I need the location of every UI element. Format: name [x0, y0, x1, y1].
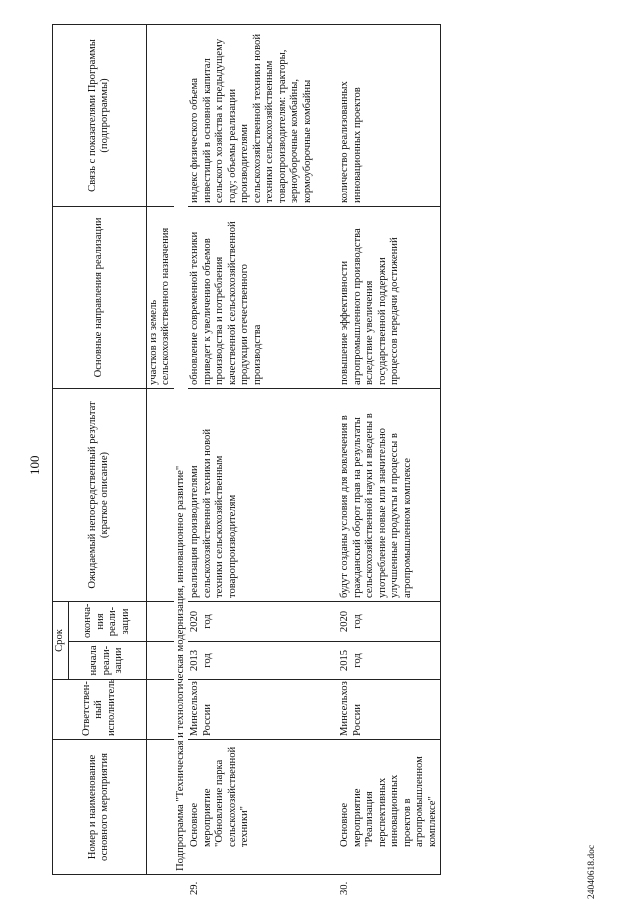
measures-table [52, 24, 441, 895]
header-indicators: Связь с показателями Программы (подпрограммы) [53, 25, 147, 207]
row-executor: Минсельхоз России [188, 680, 338, 740]
row-start: 2013 год [188, 642, 338, 680]
row-result: реализация производителями сельскохозяйственной техники новой техники сельскохозяйственным товаропроизводителям [188, 389, 338, 602]
row-directions: обновление современной техники приведет к увеличению объемов производства и потребления качественной сельскохозяйственной продукции отечественного производства [188, 207, 338, 389]
row-indicators: количество реализованных инновационных проектов [338, 25, 441, 207]
subprogram-row [174, 25, 189, 875]
row-start: 2015 год [338, 642, 441, 680]
header-executor: Ответствен-ный исполнитель [53, 680, 147, 740]
header-start: начала реали-зации [68, 642, 146, 680]
row-number: 30. [339, 881, 350, 895]
table-row [188, 25, 338, 875]
row-directions: повышение эффективности агропромышленного производства вследствие увеличения государственной поддержки процессов передачи достижений [338, 207, 441, 389]
continuation-row [146, 25, 174, 875]
continuation-directions: участков из земель сельскохозяйственного назначения [146, 207, 174, 389]
row-number: 29. [189, 881, 200, 895]
header-end: оконча-ния реали-зации [68, 602, 146, 642]
page-number: 100 [27, 455, 42, 475]
table-row [338, 25, 441, 875]
subprogram-title: Подпрограмма "Техническая и технологическая модернизация, инновационное развитие" [174, 25, 189, 875]
header-result: Ожидаемый непосредственный результат (краткое описание) [53, 389, 147, 602]
row-end: 2020 год [188, 602, 338, 642]
row-name: Основное мероприятие "Обновление парка сельскохозяйственной техники" [189, 746, 250, 847]
row-executor: Минсельхоз России [338, 680, 441, 740]
row-result: будут созданы условия для вовлечения в гражданский оборот прав на результаты сельскохозяйственной науки и введены в употребление новые или значительно улучшенные продукты и процессы в агропромышленном комплексе [338, 389, 441, 602]
footer-filename: 24040618.doc [587, 844, 597, 899]
row-indicators: индекс физического объема инвестиций в основной капитал сельского хозяйства к предыдущему году; объемы реализации производителями сельскохозяйственной техники новой техники сельскохозяйственным товаропроизводителям: тракторы, зерноуборочные комбайны, кормоуборочные комбайны [188, 25, 338, 207]
header-name: Номер и наименование основного мероприятия [53, 740, 147, 875]
header-directions: Основные направления реализации [53, 207, 147, 389]
row-end: 2020 год [338, 602, 441, 642]
row-name: Основное мероприятие "Реализация перспективных инновационных проектов в агропромышленном комплексе" [339, 756, 438, 847]
header-srok: Срок [53, 602, 69, 680]
